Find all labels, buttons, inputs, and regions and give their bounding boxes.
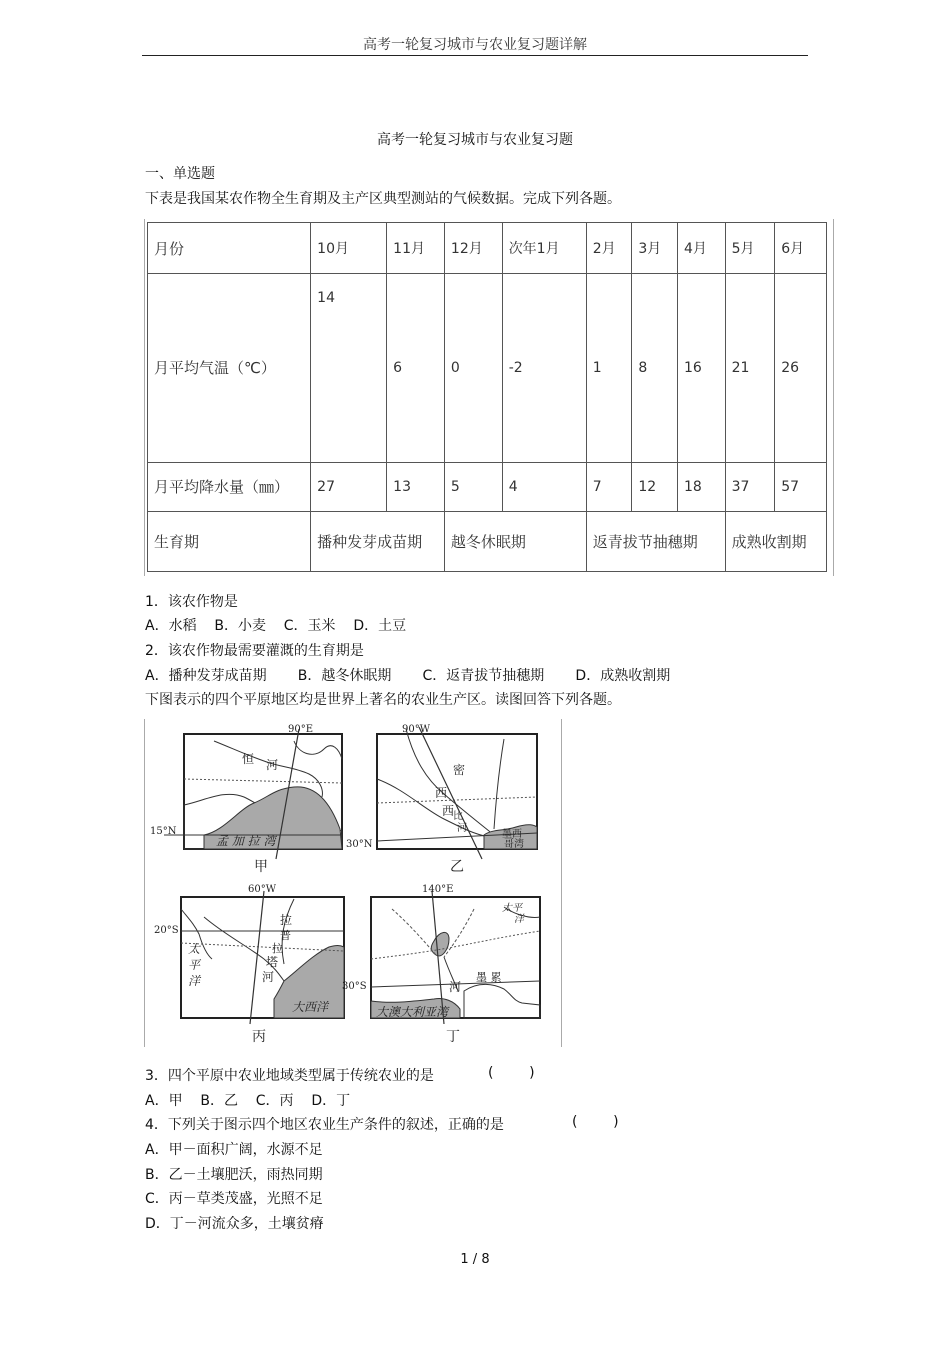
map-bing — [154, 884, 344, 1045]
month-cell: 3月 — [632, 223, 678, 274]
stage-cell: 成熟收割期 — [725, 511, 826, 571]
precipitation-value: 13 — [387, 462, 445, 511]
month-cell: 5月 — [725, 223, 775, 274]
map-bing-ocean-w-char: 洋 — [188, 974, 201, 988]
question-1-stem: 1．该农作物是 — [145, 594, 238, 610]
question-4-stem: 4．下列关于图示四个地区农业生产条件的叙述，正确的是 — [145, 1117, 504, 1133]
header-rule — [142, 55, 808, 56]
document-title: 高考一轮复习城市与农业复习题 — [377, 132, 573, 148]
map-bing-caption: 丙 — [252, 1029, 266, 1045]
map-ding-caption: 丁 — [446, 1029, 460, 1045]
precipitation-value: 4 — [502, 462, 586, 511]
temperature-value: 16 — [677, 274, 725, 463]
map-bing-river-char: 拉 — [272, 942, 283, 955]
map-jia-meridian-label: 90°E — [288, 724, 314, 735]
question-1-options: A．水稻 B．小麦 C．玉米 D．土豆 — [145, 618, 407, 634]
map-jia-caption: 甲 — [254, 859, 268, 875]
map-ding-parallel-label: 30°S — [342, 981, 367, 992]
map-bing-river-char: 河 — [262, 970, 275, 984]
month-cell: 12月 — [444, 223, 502, 274]
map-yi-river-char: 河 — [457, 823, 467, 834]
question-4-option-b: B．乙－土壤肥沃，雨热同期 — [145, 1167, 323, 1183]
climate-table — [147, 222, 827, 572]
map-ding-river-char: 河 — [449, 980, 462, 994]
intro-maps: 下图表示的四个平原地区均是世界上著名的农业生产区。读图回答下列各题。 — [145, 692, 621, 708]
page-header: 高考一轮复习城市与农业复习题详解 — [363, 37, 587, 53]
precipitation-value: 27 — [311, 462, 387, 511]
map-yi-river-char: 密 — [453, 763, 466, 777]
temperature-value: 6 — [387, 274, 445, 463]
question-4-option-d: D．丁－河流众多，土壤贫瘠 — [145, 1216, 324, 1232]
question-3-paren: ( ) — [488, 1065, 535, 1081]
precipitation-label: 月平均降水量（㎜） — [148, 462, 311, 511]
question-4-option-c: C．丙－草类茂盛，光照不足 — [145, 1191, 323, 1207]
temperature-value: 8 — [632, 274, 678, 463]
month-header-cell: 月份 — [148, 223, 311, 274]
map-bing-meridian-label: 60°W — [248, 884, 277, 895]
question-3-options: A．甲 B．乙 C．丙 D．丁 — [145, 1093, 351, 1109]
map-yi-gulf-label: 墨西 — [502, 829, 522, 840]
map-ding-river2-label: 墨 累 — [476, 971, 502, 984]
stage-cell: 越冬休眠期 — [444, 511, 586, 571]
table-row-precipitation — [148, 462, 827, 511]
temperature-value: 0 — [444, 274, 502, 463]
map-yi — [346, 724, 537, 875]
precipitation-value: 7 — [586, 462, 632, 511]
map-bing-river-char: 塔 — [266, 955, 279, 969]
table-row-stages — [148, 511, 827, 571]
map-jia — [150, 724, 342, 875]
temperature-value: 26 — [775, 274, 827, 463]
month-cell: 4月 — [677, 223, 725, 274]
map-jia-parallel-label: 15°N — [150, 826, 177, 837]
stage-cell: 播种发芽成苗期 — [311, 511, 445, 571]
table-row-temperature — [148, 274, 827, 463]
page-number: 1 / 8 — [460, 1252, 490, 1267]
temperature-value: 14 — [311, 274, 387, 463]
section-heading: 一、单选题 — [145, 166, 215, 182]
map-jia-bay-label: 孟 加 拉 湾 — [216, 834, 276, 848]
map-jia-river-char: 河 — [266, 758, 279, 772]
question-2-options: A．播种发芽成苗期 B．越冬休眠期 C．返青拔节抽穗期 D．成熟收割期 — [145, 668, 671, 684]
temperature-label: 月平均气温（℃） — [148, 274, 311, 463]
map-ding-bay-label: 大澳大利亚湾 — [376, 1005, 449, 1019]
map-yi-meridian-label: 90°W — [402, 724, 431, 735]
map-bing-parallel-label: 20°S — [154, 925, 179, 936]
map-bing-ocean-w-char: 太 — [188, 942, 201, 956]
precipitation-value: 5 — [444, 462, 502, 511]
stage-label: 生育期 — [148, 511, 311, 571]
month-cell: 10月 — [311, 223, 387, 274]
precipitation-value: 57 — [775, 462, 827, 511]
map-jia-river-char: 恒 — [242, 752, 255, 766]
month-cell: 次年1月 — [502, 223, 586, 274]
map-bing-river-char: 普 — [280, 929, 291, 942]
month-cell: 11月 — [387, 223, 445, 274]
map-yi-river-char: 西 — [435, 786, 448, 800]
table-row-months — [148, 223, 827, 274]
precipitation-value: 37 — [725, 462, 775, 511]
temperature-value: 21 — [725, 274, 775, 463]
question-4-paren: ( ) — [572, 1114, 619, 1130]
map-yi-parallel-label: 30°N — [346, 839, 373, 850]
precipitation-value: 12 — [632, 462, 678, 511]
month-cell: 2月 — [586, 223, 632, 274]
month-cell: 6月 — [775, 223, 827, 274]
temperature-value: 1 — [586, 274, 632, 463]
map-bing-ocean-w-char: 平 — [188, 958, 201, 972]
stage-cell: 返青拔节抽穗期 — [586, 511, 725, 571]
precipitation-value: 18 — [677, 462, 725, 511]
map-ding-ocean-char: 太平 — [502, 903, 522, 914]
map-yi-river-char: 比 — [453, 811, 463, 822]
plains-maps — [144, 719, 560, 1047]
map-ding-ocean-char: 洋 — [514, 914, 524, 925]
intro-table: 下表是我国某农作物全生育期及主产区典型测站的气候数据。完成下列各题。 — [145, 191, 621, 207]
question-4-option-a: A．甲－面积广阔，水源不足 — [145, 1142, 323, 1158]
map-ding-meridian-label: 140°E — [422, 884, 454, 895]
map-yi-river-char: 西 — [442, 804, 455, 818]
question-3-stem: 3．四个平原中农业地域类型属于传统农业的是 — [145, 1068, 434, 1084]
question-2-stem: 2．该农作物最需要灌溉的生育期是 — [145, 643, 364, 659]
map-yi-caption: 乙 — [450, 859, 464, 875]
map-bing-ocean-e-label: 大西洋 — [292, 1000, 329, 1014]
map-yi-gulf-label: 哥湾 — [504, 839, 524, 850]
temperature-value: -2 — [502, 274, 586, 463]
map-bing-river-char: 拉 — [280, 913, 293, 927]
map-ding — [342, 884, 540, 1045]
